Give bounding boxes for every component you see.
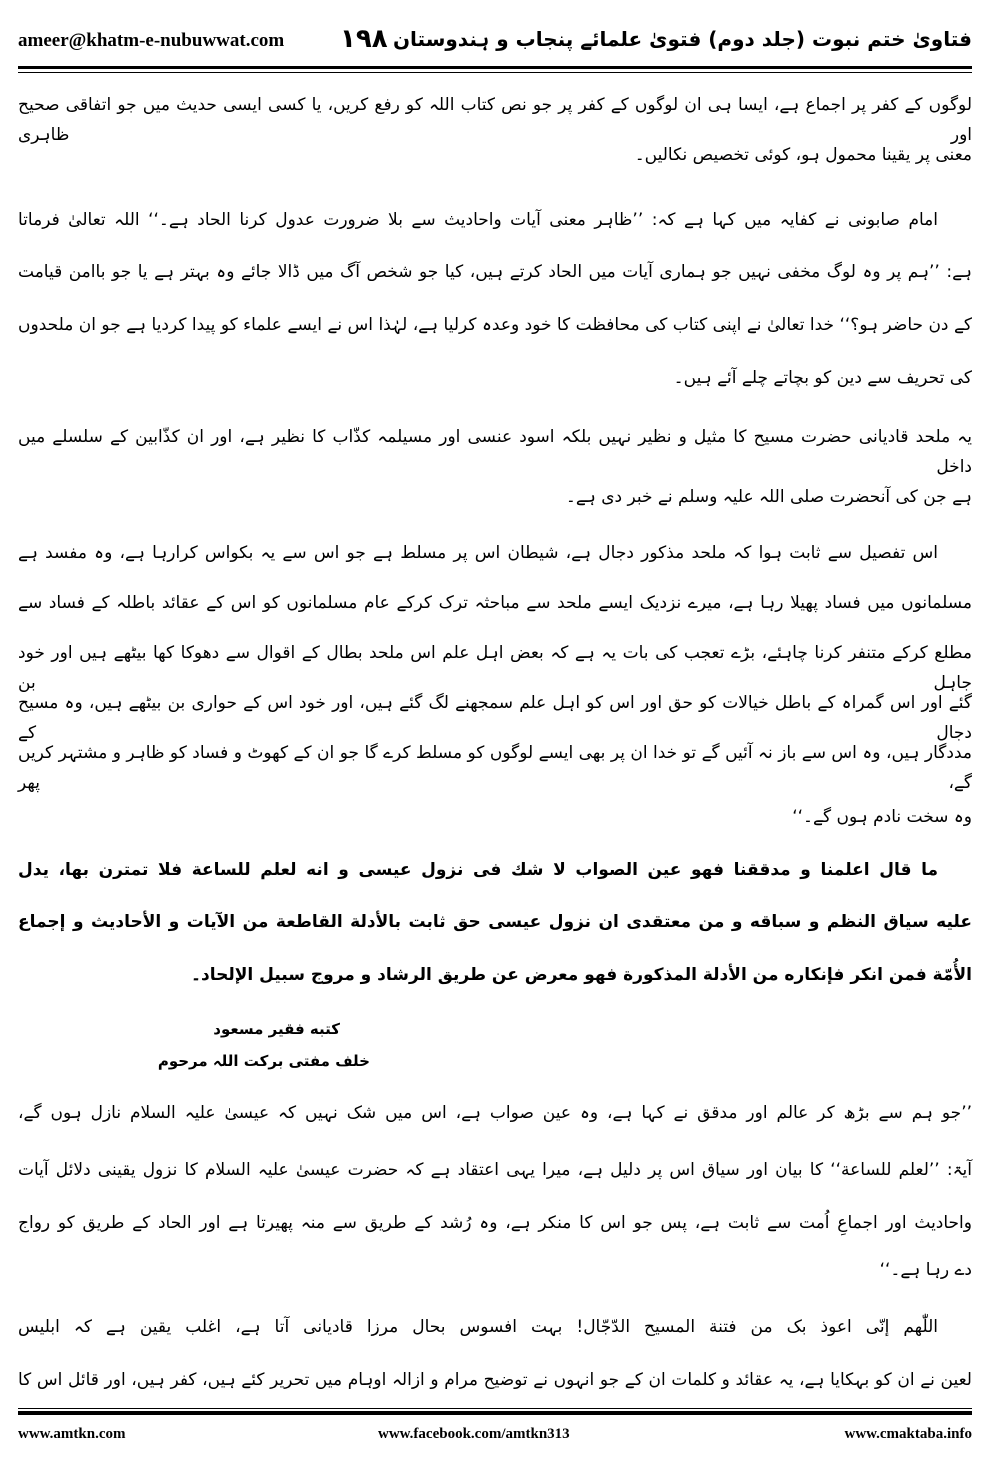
text-line: لعین نے ان کو بہکایا ہے، یہ عقائد و کلمات ان کے جو انہوں نے توضیح مرام و ازالہ اوہام میں تحریر کئے ہیں، کفر ہیں، اور قائل اس کا — [18, 1370, 972, 1390]
text-line: گئے اور اس گمراہ کے باطل خیالات کو حق اور اس کو اہل علم سمجھنے لگ گئے ہیں، اور خود اس کے حواری بن بیٹھے ہیں، وہ مسیح دجال کے — [18, 693, 972, 743]
text-line: معنی پر یقینا محمول ہو، کوئی تخصیص نکالیں۔ — [634, 145, 972, 165]
text-line: اللّٰھم إنّی اعوذ بک من فتنة المسیح الدّجّال! بہت افسوس بحال مرزا قادیانی آتا ہے، اغلب یقین ہے کہ ابلیس — [18, 1317, 938, 1337]
text-line: اس تفصیل سے ثابت ہوا کہ ملحد مذکور دجال ہے، شیطان اس پر مسلط ہے جو اس سے یہ بکواس کرارہا ہے، وہ مفسد ہے — [18, 543, 938, 563]
text-line: وہ سخت نادم ہوں گے۔‘‘ — [792, 807, 972, 827]
book-title: فتاویٰ ختم نبوت (جلد دوم) فتویٰ علمائے پنجاب و ہندوستان — [392, 27, 972, 51]
text-line: دے رہا ہے۔‘‘ — [879, 1260, 972, 1280]
signature-name: كتبه فقير مسعود — [213, 1020, 340, 1038]
text-line: لوگوں کے کفر پر اجماع ہے، ایسا ہی ان لوگوں کے کفر پر جو نص کتاب اللہ کو رفع کریں، یا کسی ایسی حدیث میں جو اتفاقی صحیح اور ظاہری — [18, 95, 972, 145]
text-line: ہے جن کی آنحضرت صلی اللہ علیہ وسلم نے خبر دی ہے۔ — [565, 487, 972, 507]
page-number: ۱۹۸ — [340, 24, 388, 54]
text-line: واحادیث اور اجماعِ اُمت سے ثابت ہے، پس جو اس کا منکر ہے، وہ رُشد کے طریق سے منہ پھیرتا ہے اور الحاد کے طریق کو رواج — [18, 1213, 972, 1233]
text-line: مددگار ہیں، وہ اس سے باز نہ آئیں گے تو خدا ان پر بھی ایسے لوگوں کو مسلط کرے گا جو ان کے کھوٹ و فساد کو ظاہر و مشتہر کریں گے، پھر — [18, 743, 972, 793]
text-line: امام صابونی نے کفایہ میں کہا ہے کہ: ’’ظاہر معنی آیات واحادیث سے بلا ضرورت عدول کرنا الحاد ہے۔‘‘ اللہ تعالیٰ فرماتا — [18, 210, 938, 230]
header-rule-thick — [18, 66, 972, 69]
footer-link-facebook[interactable]: www.facebook.com/amtkn313 — [378, 1426, 570, 1442]
footer-link-amtkn[interactable]: www.amtkn.com — [18, 1426, 126, 1442]
text-line: ’’جو ہم سے بڑھ کر عالم اور مدقق نے کہا ہے، وہ عین صواب ہے، اس میں شک نہیں کہ عیسیٰ علیہ السلام نازل ہوں گے، — [18, 1103, 972, 1123]
header-rule-thin — [18, 72, 972, 73]
footer-rule-thick — [18, 1411, 972, 1415]
text-line: مسلمانوں میں فساد پھیلا رہا ہے، میرے نزدیک ایسے ملحد سے مباحثہ ترک کرکے عام مسلمانوں کو اس کے عقائد باطلہ کے فساد سے — [18, 593, 972, 613]
footer-link-cmaktaba[interactable]: www.cmaktaba.info — [844, 1426, 972, 1442]
header-email: ameer@khatm-e-nubuwwat.com — [18, 30, 285, 51]
text-line: مطلع کرکے متنفر کرنا چاہئے، بڑے تعجب کی بات یہ ہے کہ بعض اہل علم اس ملحد بطال کے اقوال سے دھوکا کھا بیٹھے ہیں اور خود جاہل بن — [18, 643, 972, 693]
arabic-line: ما قال اعلمنا و مدققنا فهو عين الصواب لا شك فی نزول عيسى و انه لعلم للساعة فلا تمترن بها، يدل — [18, 860, 938, 880]
arabic-line: عليه سياق النظم و سباقه و من معتقدى ان نزول عيسى حق ثابت بالأدلة القاطعة من الآيات و الأحاديث و إجماع — [18, 912, 972, 932]
text-line: کی تحریف سے دین کو بچاتے چلے آئے ہیں۔ — [673, 368, 972, 388]
text-line: ہے: ’’ہم پر وہ لوگ مخفی نہیں جو ہماری آیات میں الحاد کرتے ہیں، کیا جو شخص آگ میں ڈالا جائے وہ بہتر ہے یا جو باامن قیامت — [18, 262, 972, 282]
arabic-line: الأُمّة فمن انكر فإنكاره من الأدلة المذكورة فهو معرض عن طريق الرشاد و مروج سبيل الإلحاد۔ — [191, 965, 972, 985]
text-line: آیۃ: ’’لعلم للساعة‘‘ کا بیان اور سیاق اس پر دلیل ہے، میرا یہی اعتقاد ہے کہ حضرت عیسیٰ علیہ السلام کا نزول یقینی دلائل آیات — [18, 1160, 972, 1180]
signature-lineage: خلف مفتی برکت اللہ مرحوم — [157, 1052, 370, 1070]
text-line: یہ ملحد قادیانی حضرت مسیح کا مثیل و نظیر نہیں بلکہ اسود عنسی اور مسیلمہ کذّاب کا نظیر ہے، اور ان کذّابین کے سلسلے میں داخل — [18, 427, 972, 477]
footer-rule-thin — [18, 1408, 972, 1409]
text-line: کے دن حاضر ہو؟‘‘ خدا تعالیٰ نے اپنی کتاب کی محافظت کا خود وعدہ کرلیا ہے، لہٰذا اس نے ایسے علماء کو پیدا کردیا ہے جو ان ملحدوں — [18, 315, 972, 335]
